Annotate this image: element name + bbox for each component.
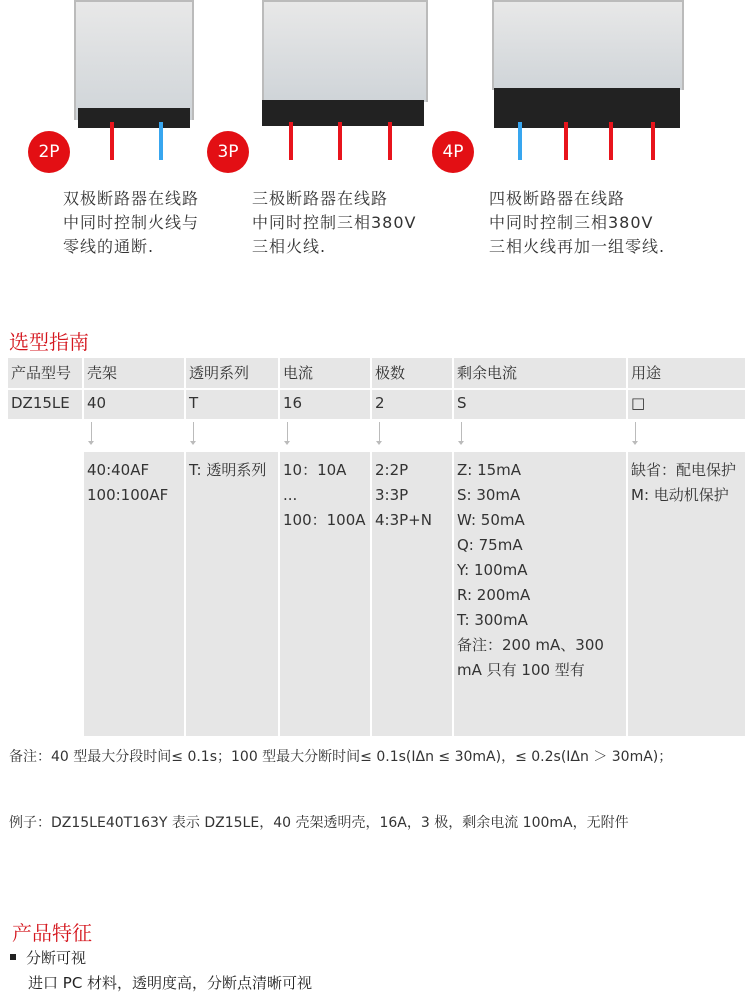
- desc-line: 双极断路器在线路: [63, 189, 200, 208]
- arrow-down-icon: [287, 422, 288, 444]
- detail-line: Z: 15mA: [457, 461, 522, 479]
- detail-line: W: 50mA: [457, 511, 525, 529]
- breaker-3p-image: [262, 0, 428, 102]
- bullet-icon: [10, 954, 16, 960]
- table-example-cell: 16: [280, 390, 370, 419]
- table-header: 电流: [280, 358, 370, 388]
- arrow-down-icon: [461, 422, 462, 444]
- wire: [609, 122, 613, 160]
- detail-line: S: 30mA: [457, 486, 521, 504]
- detail-line: 缺省：配电保护: [631, 461, 737, 479]
- table-header: 极数: [372, 358, 452, 388]
- arrow-down-icon: [91, 422, 92, 444]
- pole-description-3p: [252, 187, 417, 259]
- desc-line: 中同时控制三相380V: [489, 213, 654, 232]
- breaker-4p-image: [492, 0, 684, 90]
- arrow-down-icon: [193, 422, 194, 444]
- wire: [159, 122, 163, 160]
- table-example-cell: S: [454, 390, 626, 419]
- table-header: 壳架: [84, 358, 184, 388]
- table-detail-cell: [280, 452, 370, 736]
- feature-desc: 进口 PC 材料，透明度高，分断点清晰可视: [28, 974, 313, 992]
- desc-line: 零线的通断.: [63, 237, 155, 256]
- wire: [289, 122, 293, 160]
- wire: [388, 122, 392, 160]
- table-detail-cell: [186, 452, 278, 736]
- wire: [110, 122, 114, 160]
- table-example-cell: □: [628, 390, 745, 419]
- detail-line: mA 只有 100 型有: [457, 661, 585, 679]
- table-example-cell: DZ15LE: [8, 390, 82, 419]
- arrow-down-icon: [379, 422, 380, 444]
- pole-description-4p: [489, 187, 665, 259]
- desc-line: 中同时控制火线与: [63, 213, 200, 232]
- detail-line: 2:2P: [375, 461, 409, 479]
- pole-description-2p: [63, 187, 199, 259]
- table-header: 透明系列: [186, 358, 278, 388]
- desc-line: 四极断路器在线路: [489, 189, 626, 208]
- table-example-cell: 2: [372, 390, 452, 419]
- selection-guide-title: 选型指南: [9, 330, 89, 354]
- pole-badge-3p: 3P: [207, 131, 249, 173]
- detail-line: T: 透明系列: [189, 461, 267, 479]
- breaker-2p-image: [74, 0, 194, 120]
- detail-line: ...: [283, 486, 298, 504]
- desc-line: 三相火线.: [252, 237, 327, 256]
- detail-line: M: 电动机保护: [631, 486, 729, 504]
- wire: [518, 122, 522, 160]
- table-detail-cell: [454, 452, 626, 736]
- breaker-3p-base: [262, 100, 424, 126]
- table-example-cell: 40: [84, 390, 184, 419]
- table-header: 用途: [628, 358, 745, 388]
- detail-line: 备注：200 mA、300: [457, 636, 604, 654]
- detail-line: Q: 75mA: [457, 536, 523, 554]
- table-header: 剩余电流: [454, 358, 626, 388]
- table-example-cell: T: [186, 390, 278, 419]
- detail-line: 100:100AF: [87, 486, 169, 504]
- timing-note: 备注：40 型最大分段时间≤ 0.1s；100 型最大分断时间≤ 0.1s(IΔn ≤ 30mA)，≤ 0.2s(IΔn ＞ 30mA)；: [9, 749, 673, 765]
- table-detail-cell: [84, 452, 184, 736]
- feature-item: 分断可视: [26, 949, 87, 967]
- detail-line: 100：100A: [283, 511, 366, 529]
- pole-badge-2p: 2P: [28, 131, 70, 173]
- example-text: 例子：DZ15LE40T163Y 表示 DZ15LE，40 壳架透明壳，16A，3 极，剩余电流 100mA，无附件: [9, 815, 629, 831]
- arrow-down-icon: [635, 422, 636, 444]
- desc-line: 三相火线再加一组零线.: [489, 237, 666, 256]
- detail-line: R: 200mA: [457, 586, 531, 604]
- wire: [338, 122, 342, 160]
- detail-line: Y: 100mA: [457, 561, 528, 579]
- table-detail-cell: [628, 452, 745, 736]
- breaker-2p-base: [78, 108, 190, 128]
- detail-line: T: 300mA: [457, 611, 528, 629]
- wire: [564, 122, 568, 160]
- wire: [651, 122, 655, 160]
- desc-line: 中同时控制三相380V: [252, 213, 417, 232]
- detail-line: 10：10A: [283, 461, 347, 479]
- desc-line: 三极断路器在线路: [252, 189, 389, 208]
- table-header: 产品型号: [8, 358, 82, 388]
- table-detail-cell: [372, 452, 452, 736]
- detail-line: 40:40AF: [87, 461, 150, 479]
- pole-badge-4p: 4P: [432, 131, 474, 173]
- detail-line: 3:3P: [375, 486, 409, 504]
- detail-line: 4:3P+N: [375, 511, 432, 529]
- features-title: 产品特征: [12, 921, 92, 945]
